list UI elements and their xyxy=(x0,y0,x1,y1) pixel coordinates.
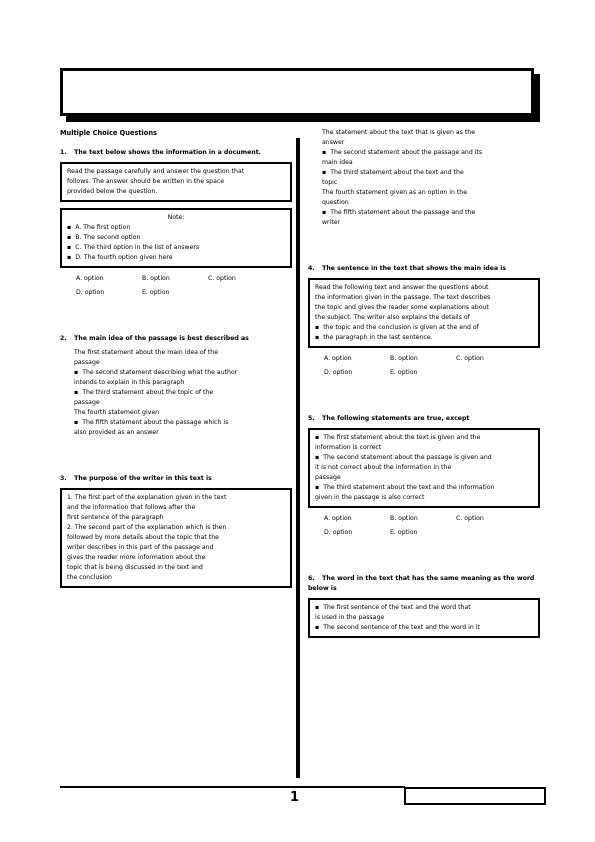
spacer xyxy=(308,228,540,254)
question-number: 4. xyxy=(308,265,315,272)
question-number: 1. xyxy=(60,149,67,156)
item-line: passage xyxy=(74,399,100,406)
item-line: The fourth statement given xyxy=(74,409,160,416)
item-line: answer xyxy=(322,139,345,146)
answer-option[interactable]: E. option xyxy=(390,529,418,536)
answer-option[interactable]: A. option xyxy=(324,355,352,362)
question-3 xyxy=(60,474,292,484)
answer-option[interactable]: D. option xyxy=(324,529,353,536)
question-4-options xyxy=(308,354,540,364)
question-number: 5. xyxy=(308,415,315,422)
box-line: ▪ the topic and the conclusion is given at the end of xyxy=(315,323,533,333)
question-5 xyxy=(308,414,540,424)
box-line: ▪ the paragraph in the last sentence. xyxy=(315,333,533,343)
footer-box xyxy=(404,787,546,805)
question-1-options xyxy=(60,274,292,284)
item-line: intends to explain in this paragraph xyxy=(74,379,185,386)
question-text: The purpose of the writer in this text is xyxy=(74,475,212,482)
answer-option[interactable]: C. option xyxy=(208,275,236,282)
answer-option[interactable]: C. option xyxy=(456,515,484,522)
box-line: ▪ The first statement about the text is given and the xyxy=(315,433,533,443)
item-line: ▪ The second statement describing what the author xyxy=(74,368,292,378)
section-heading: Multiple Choice Questions xyxy=(60,129,157,137)
box-line: ▪ The third statement about the text and the information xyxy=(315,483,533,493)
spacer xyxy=(60,298,292,324)
note-line: ▪ C. The third option in the list of answers xyxy=(67,243,285,253)
question-text: The text below shows the information in a document. xyxy=(74,149,262,156)
item-line: passage xyxy=(74,359,100,366)
spacer xyxy=(308,378,540,404)
box-line: given in the passage is also correct xyxy=(315,494,425,501)
box-line: and the information that follows after the xyxy=(67,504,196,511)
question-text: The sentence in the text that shows the main idea is xyxy=(322,265,507,272)
answer-option[interactable]: C. option xyxy=(456,355,484,362)
box-line: the topic and gives the reader some explanations about xyxy=(315,304,489,311)
item-line: ▪ The third statement about the topic of the xyxy=(74,388,292,398)
left-column xyxy=(60,128,292,594)
item-line: question xyxy=(322,199,349,206)
question-6-box xyxy=(308,598,540,638)
page-number: 1 xyxy=(290,790,300,805)
box-line: writer describes in this part of the passage and xyxy=(67,544,214,551)
answer-option[interactable]: A. option xyxy=(76,275,104,282)
spacer xyxy=(308,538,540,564)
question-number: 3. xyxy=(60,475,67,482)
answer-option[interactable]: D. option xyxy=(324,369,353,376)
item-line: topic xyxy=(322,179,338,186)
question-3-box xyxy=(60,488,292,588)
question-6 xyxy=(308,574,540,594)
box-line: ▪ The second sentence of the text and the word in it xyxy=(315,623,533,633)
box-line: ▪ The second statement about the passage is given and xyxy=(315,453,533,463)
question-4 xyxy=(308,264,540,274)
column-divider xyxy=(296,138,300,778)
question-1-passage-box xyxy=(60,162,292,202)
title-box xyxy=(60,68,534,116)
answer-option[interactable]: E. option xyxy=(390,369,418,376)
question-text: The following statements are true, except xyxy=(322,415,470,422)
item-line: ▪ The third statement about the text and the xyxy=(322,168,540,178)
box-line: is used in the passage xyxy=(315,614,385,621)
continued-items xyxy=(308,128,540,228)
box-line: ▪ The first sentence of the text and the word that xyxy=(315,603,533,613)
item-line: The statement about the text that is given as the xyxy=(322,129,475,136)
answer-option[interactable]: A. option xyxy=(324,515,352,522)
question-4-options-row-2 xyxy=(308,368,540,378)
question-1-options-row-2 xyxy=(60,288,292,298)
item-line: ▪ The fifth statement about the passage which is xyxy=(74,418,292,428)
answer-option[interactable]: B. option xyxy=(390,515,418,522)
item-line: The first statement about the main idea of the xyxy=(74,349,219,356)
spacer xyxy=(60,438,292,464)
question-number: 6. xyxy=(308,575,315,582)
item-line: writer xyxy=(322,219,341,226)
passage-line: Read the passage carefully and answer the question that xyxy=(67,168,245,175)
question-2 xyxy=(60,334,292,344)
question-number: 2. xyxy=(60,335,67,342)
question-text: The main idea of the passage is best described as xyxy=(74,335,249,342)
question-1-note-box xyxy=(60,208,292,268)
passage-line: follows. The answer should be written in the space xyxy=(67,178,225,185)
passage-line: provided below the question. xyxy=(67,188,158,195)
box-line: followed by more details about the topic that the xyxy=(67,534,219,541)
note-title: Note: xyxy=(167,214,185,221)
question-4-box xyxy=(308,278,540,348)
item-line: ▪ The fifth statement about the passage and the xyxy=(322,208,540,218)
box-line: 2. The second part of the explanation which is then xyxy=(67,524,227,531)
answer-option[interactable]: B. option xyxy=(390,355,418,362)
note-line: ▪ A. The first option xyxy=(67,223,285,233)
right-column xyxy=(308,128,540,644)
box-line: topic that is being discussed in the text and xyxy=(67,564,203,571)
box-line: gives the reader more information about the xyxy=(67,554,206,561)
box-line: it is not correct about the information in the xyxy=(315,464,452,471)
box-line: Read the following text and answer the questions about xyxy=(315,284,489,291)
answer-option[interactable]: E. option xyxy=(142,289,170,296)
question-2-items xyxy=(60,348,292,438)
question-5-options xyxy=(308,514,540,524)
item-line: ▪ The second statement about the passage and its xyxy=(322,148,540,158)
box-line: 1. The first part of the explanation given in the text xyxy=(67,494,227,501)
box-line: the information given in the passage. The text describes xyxy=(315,294,491,301)
box-line: first sentence of the paragraph xyxy=(67,514,164,521)
note-line: ▪ B. The second option xyxy=(67,233,285,243)
question-1 xyxy=(60,148,292,158)
item-line: The fourth statement given as an option in the xyxy=(322,189,468,196)
box-line: the conclusion xyxy=(67,574,112,581)
box-line: information is correct xyxy=(315,444,382,451)
question-5-options-row-2 xyxy=(308,528,540,538)
question-5-box xyxy=(308,428,540,508)
item-line: also provided as an answer xyxy=(74,429,159,436)
item-line: main idea xyxy=(322,159,353,166)
note-line: ▪ D. The fourth option given here xyxy=(67,253,285,263)
answer-option[interactable]: B. option xyxy=(142,275,170,282)
footer-rule xyxy=(60,786,405,788)
box-line: passage xyxy=(315,474,341,481)
answer-option[interactable]: D. option xyxy=(76,289,105,296)
box-line: the subject. The writer also explains the details of xyxy=(315,314,470,321)
question-text: The word in the text that has the same meaning as the word below is xyxy=(308,575,535,592)
